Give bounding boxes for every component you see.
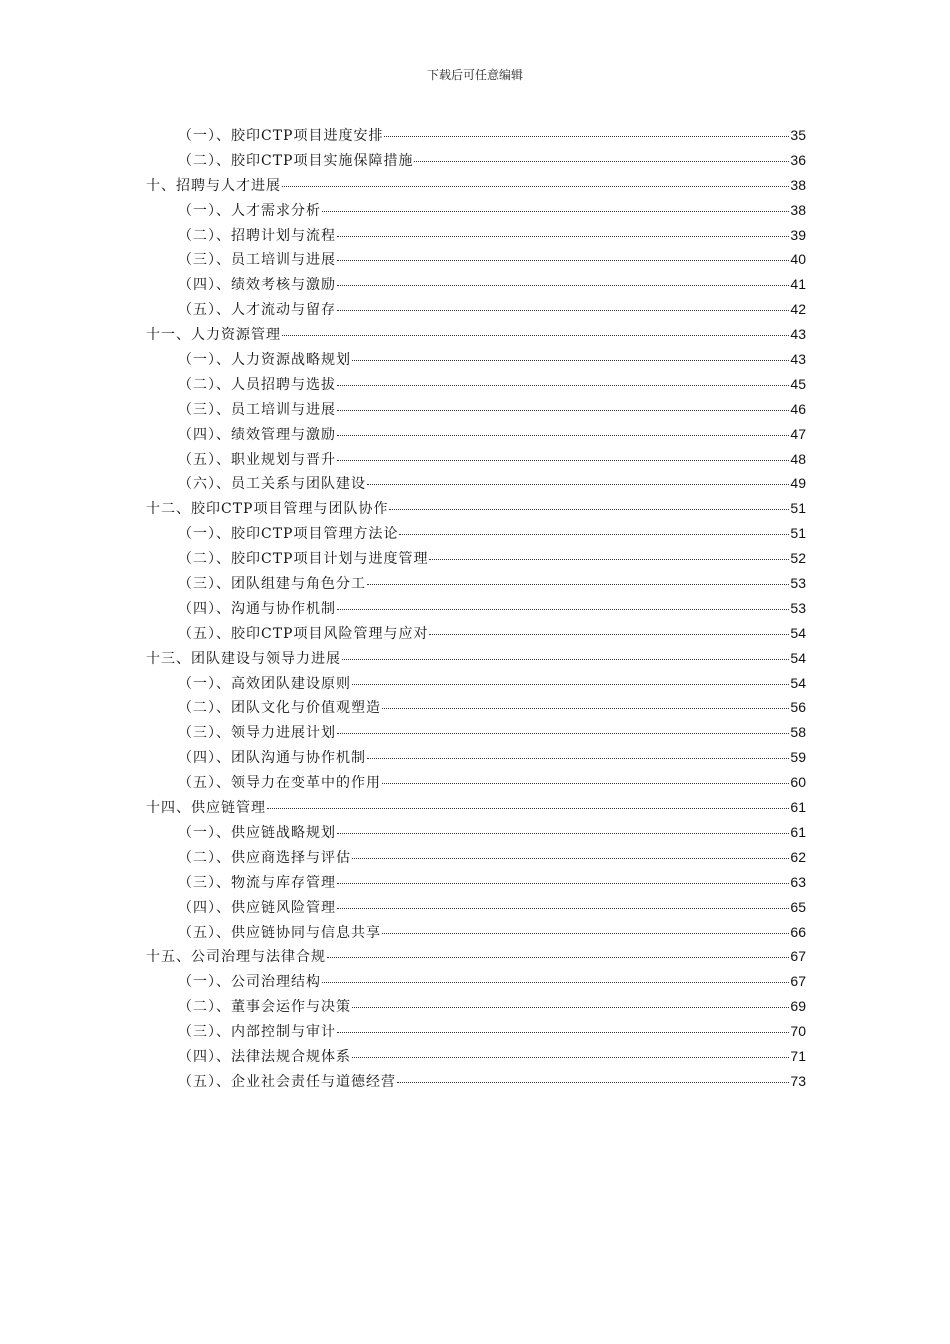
toc-page-number: 65 — [790, 898, 806, 915]
toc-page-number: 53 — [790, 575, 806, 592]
toc-page-number: 56 — [790, 699, 806, 716]
toc-section-entry[interactable] — [146, 996, 806, 1021]
toc-chapter-entry[interactable] — [146, 946, 806, 971]
toc-section-entry[interactable] — [146, 125, 806, 150]
toc-dot-leader — [382, 708, 789, 709]
toc-entry-title: 十四、供应链管理 — [146, 800, 266, 817]
toc-dot-leader — [382, 933, 789, 934]
toc-section-entry[interactable] — [146, 623, 806, 648]
toc-entry-title: （一）、人力资源战略规划 — [178, 352, 351, 369]
toc-dot-leader — [384, 136, 789, 137]
toc-page-number: 49 — [790, 475, 806, 492]
toc-dot-leader — [282, 335, 789, 336]
toc-dot-leader — [327, 957, 789, 958]
toc-section-entry[interactable] — [146, 374, 806, 399]
toc-dot-leader — [337, 435, 789, 436]
toc-page-number: 52 — [790, 550, 806, 567]
toc-chapter-entry[interactable] — [146, 797, 806, 822]
toc-entry-title: （二）、招聘计划与流程 — [178, 227, 336, 244]
toc-entry-title: （二）、胶印CTP项目计划与进度管理 — [178, 551, 429, 568]
toc-dot-leader — [337, 260, 789, 261]
toc-section-entry[interactable] — [146, 772, 806, 797]
toc-page-number: 48 — [790, 450, 806, 467]
toc-entry-title: （一）、供应链战略规划 — [178, 824, 336, 841]
toc-entry-title: （四）、法律法规合规体系 — [178, 1048, 351, 1065]
toc-dot-leader — [352, 360, 789, 361]
toc-section-entry[interactable] — [146, 523, 806, 548]
toc-entry-title: （四）、绩效管理与激励 — [178, 426, 336, 443]
toc-dot-leader — [352, 1057, 789, 1058]
toc-dot-leader — [282, 186, 789, 187]
toc-entry-title: （一）、胶印CTP项目管理方法论 — [178, 526, 399, 543]
toc-section-entry[interactable] — [146, 847, 806, 872]
toc-section-entry[interactable] — [146, 274, 806, 299]
toc-section-entry[interactable] — [146, 399, 806, 424]
toc-page-number: 51 — [790, 500, 806, 517]
toc-dot-leader — [337, 285, 789, 286]
toc-page-number: 63 — [790, 873, 806, 890]
toc-dot-leader — [389, 509, 789, 510]
toc-dot-leader — [367, 758, 789, 759]
toc-section-entry[interactable] — [146, 249, 806, 274]
toc-entry-title: （三）、领导力进展计划 — [178, 725, 336, 742]
toc-section-entry[interactable] — [146, 573, 806, 598]
toc-dot-leader — [337, 1032, 789, 1033]
toc-dot-leader — [337, 410, 789, 411]
toc-dot-leader — [382, 783, 789, 784]
toc-entry-title: （四）、沟通与协作机制 — [178, 600, 336, 617]
toc-section-entry[interactable] — [146, 424, 806, 449]
toc-section-entry[interactable] — [146, 548, 806, 573]
toc-page-number: 54 — [790, 649, 806, 666]
toc-entry-title: （四）、团队沟通与协作机制 — [178, 750, 366, 767]
toc-section-entry[interactable] — [146, 673, 806, 698]
toc-entry-title: （二）、董事会运作与决策 — [178, 999, 351, 1016]
toc-dot-leader — [337, 883, 789, 884]
toc-dot-leader — [337, 908, 789, 909]
toc-entry-title: 十二、胶印CTP项目管理与团队协作 — [146, 501, 389, 518]
toc-page-number: 58 — [790, 724, 806, 741]
toc-page-number: 35 — [790, 127, 806, 143]
toc-entry-title: （五）、企业社会责任与道德经营 — [178, 1073, 396, 1090]
toc-entry-title: （三）、员工培训与进展 — [178, 252, 336, 269]
toc-entry-title: （三）、物流与库存管理 — [178, 874, 336, 891]
toc-section-entry[interactable] — [146, 971, 806, 996]
toc-section-entry[interactable] — [146, 897, 806, 922]
toc-dot-leader — [337, 385, 789, 386]
toc-dot-leader — [397, 1082, 789, 1083]
toc-page-number: 69 — [790, 998, 806, 1015]
toc-section-entry[interactable] — [146, 1021, 806, 1046]
toc-chapter-entry[interactable] — [146, 648, 806, 673]
toc-dot-leader — [337, 833, 789, 834]
toc-page-number: 54 — [790, 674, 806, 691]
toc-section-entry[interactable] — [146, 449, 806, 474]
toc-section-entry[interactable] — [146, 225, 806, 250]
toc-dot-leader — [429, 559, 789, 560]
toc-section-entry[interactable] — [146, 922, 806, 947]
toc-dot-leader — [337, 310, 789, 311]
toc-page-number: 43 — [790, 326, 806, 343]
toc-page-number: 45 — [790, 375, 806, 392]
toc-entry-title: （二）、胶印CTP项目实施保障措施 — [178, 152, 414, 169]
toc-dot-leader — [414, 161, 789, 162]
toc-dot-leader — [352, 1007, 789, 1008]
toc-dot-leader — [342, 659, 789, 660]
toc-dot-leader — [322, 982, 789, 983]
toc-dot-leader — [322, 211, 789, 212]
toc-dot-leader — [337, 236, 789, 237]
toc-entry-title: （一）、公司治理结构 — [178, 974, 321, 991]
toc-page-number: 54 — [790, 624, 806, 641]
toc-page-number: 66 — [790, 923, 806, 940]
toc-page-number: 41 — [790, 276, 806, 293]
toc-entry-title: 十、招聘与人才进展 — [146, 177, 281, 194]
toc-entry-title: （一）、人才需求分析 — [178, 202, 321, 219]
toc-page-number: 67 — [790, 973, 806, 990]
toc-section-entry[interactable] — [146, 872, 806, 897]
toc-page-number: 62 — [790, 848, 806, 865]
toc-section-entry[interactable] — [146, 598, 806, 623]
toc-entry-title: （五）、供应链协同与信息共享 — [178, 924, 381, 941]
toc-section-entry[interactable] — [146, 722, 806, 747]
toc-entry-title: （二）、团队文化与价值观塑造 — [178, 700, 381, 717]
toc-entry-title: （三）、员工培训与进展 — [178, 401, 336, 418]
toc-chapter-entry[interactable] — [146, 498, 806, 523]
toc-dot-leader — [267, 808, 789, 809]
toc-section-entry[interactable] — [146, 1046, 806, 1071]
toc-page-number: 71 — [790, 1047, 806, 1064]
toc-page-number: 61 — [790, 823, 806, 840]
toc-page-number: 43 — [790, 351, 806, 368]
toc-dot-leader — [399, 534, 789, 535]
toc-page-number: 70 — [790, 1023, 806, 1040]
toc-dot-leader — [337, 609, 789, 610]
toc-entry-title: （一）、胶印CTP项目进度安排 — [178, 128, 384, 144]
toc-entry-title: （三）、内部控制与审计 — [178, 1024, 336, 1041]
toc-section-entry[interactable] — [146, 697, 806, 722]
toc-page-number: 53 — [790, 599, 806, 616]
toc-dot-leader — [352, 858, 789, 859]
toc-dot-leader — [367, 584, 789, 585]
toc-section-entry[interactable] — [146, 200, 806, 225]
toc-page-number: 39 — [790, 226, 806, 243]
table-of-contents — [146, 125, 806, 1096]
toc-chapter-entry[interactable] — [146, 324, 806, 349]
toc-page-number: 46 — [790, 400, 806, 417]
toc-page-number: 38 — [790, 176, 806, 193]
toc-entry-title: （二）、人员招聘与选拔 — [178, 376, 336, 393]
toc-entry-title: （五）、领导力在变革中的作用 — [178, 775, 381, 792]
toc-page-number: 51 — [790, 525, 806, 542]
toc-entry-title: 十五、公司治理与法律合规 — [146, 949, 326, 966]
toc-entry-title: （一）、高效团队建设原则 — [178, 675, 351, 692]
toc-page-number: 47 — [790, 425, 806, 442]
toc-section-entry[interactable] — [146, 473, 806, 498]
toc-page-number: 42 — [790, 301, 806, 318]
toc-page-number: 36 — [790, 151, 806, 168]
page-header: 下载后可任意编辑 — [426, 68, 523, 82]
toc-page-number: 59 — [790, 749, 806, 766]
toc-entry-title: （四）、绩效考核与激励 — [178, 277, 336, 294]
toc-page-number: 60 — [790, 774, 806, 791]
toc-entry-title: （五）、人才流动与留存 — [178, 302, 336, 319]
toc-page-number: 61 — [790, 799, 806, 816]
toc-section-entry[interactable] — [146, 822, 806, 847]
toc-page-number: 40 — [790, 251, 806, 268]
toc-dot-leader — [337, 733, 789, 734]
toc-chapter-entry[interactable] — [146, 175, 806, 200]
toc-section-entry[interactable] — [146, 299, 806, 324]
toc-section-entry[interactable] — [146, 747, 806, 772]
toc-entry-title: 十三、团队建设与领导力进展 — [146, 650, 341, 667]
toc-section-entry[interactable] — [146, 1071, 806, 1096]
toc-entry-title: （六）、员工关系与团队建设 — [178, 476, 366, 493]
toc-entry-title: （四）、供应链风险管理 — [178, 899, 336, 916]
toc-entry-title: 十一、人力资源管理 — [146, 327, 281, 344]
toc-section-entry[interactable] — [146, 349, 806, 374]
toc-dot-leader — [352, 684, 789, 685]
toc-entry-title: （五）、职业规划与晋升 — [178, 451, 336, 468]
toc-page-number: 38 — [790, 201, 806, 218]
toc-dot-leader — [367, 484, 789, 485]
toc-page-number: 73 — [790, 1072, 806, 1089]
toc-entry-title: （二）、供应商选择与评估 — [178, 849, 351, 866]
toc-dot-leader — [337, 460, 789, 461]
toc-dot-leader — [429, 634, 789, 635]
toc-entry-title: （三）、团队组建与角色分工 — [178, 576, 366, 593]
toc-page-number: 67 — [790, 948, 806, 965]
toc-section-entry[interactable] — [146, 150, 806, 175]
toc-entry-title: （五）、胶印CTP项目风险管理与应对 — [178, 625, 429, 642]
